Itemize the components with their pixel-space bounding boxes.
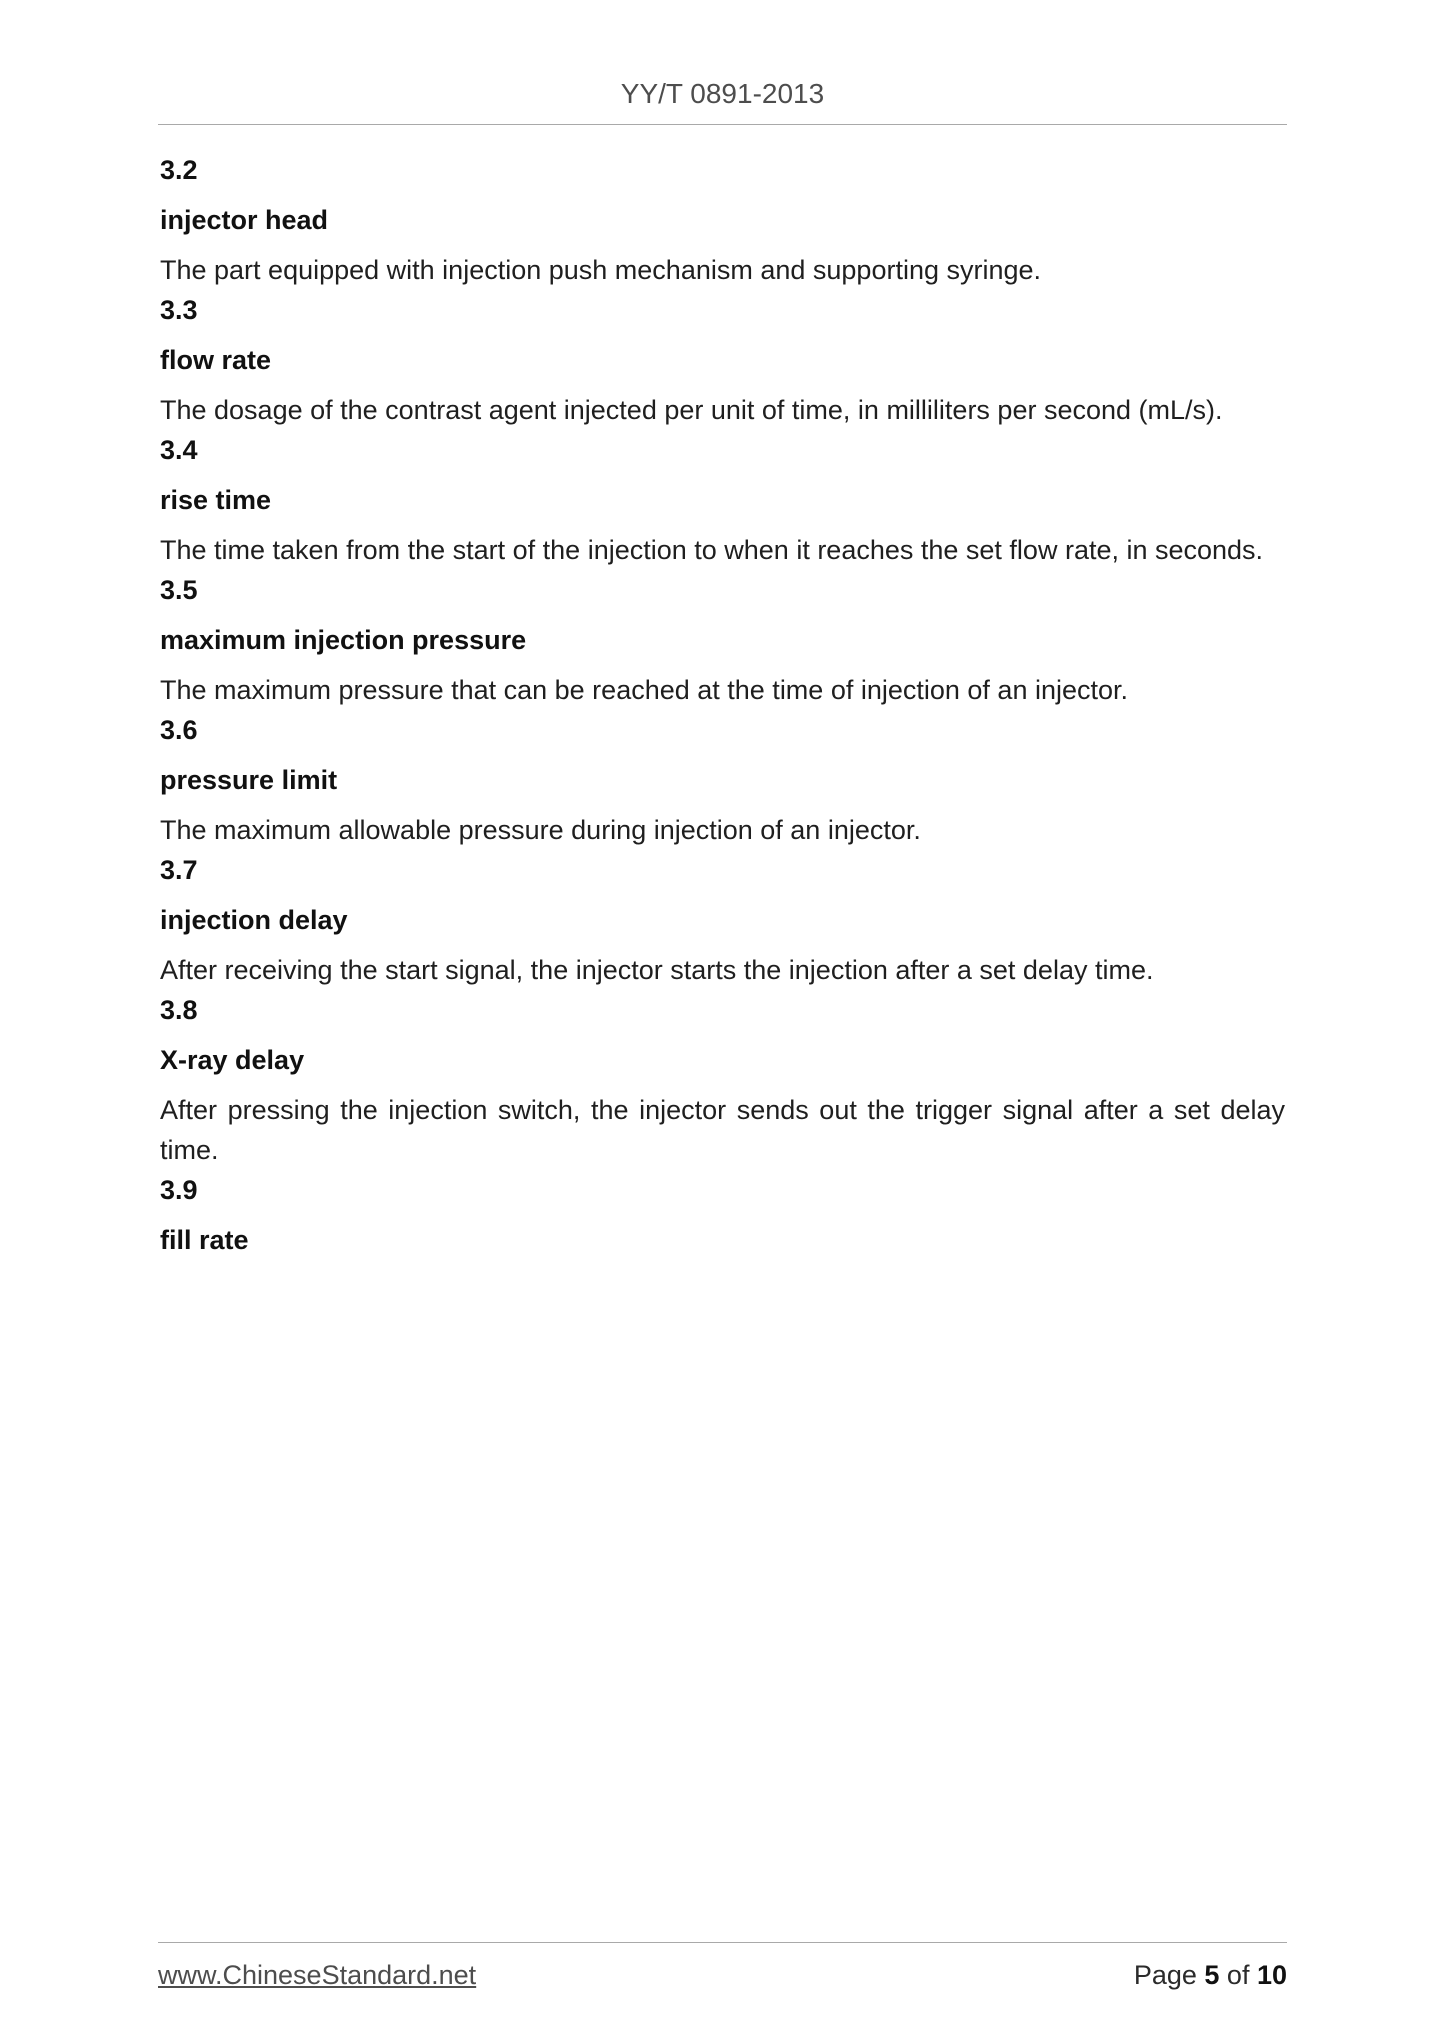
term-section-3-3 — [160, 290, 1285, 430]
page-header — [158, 78, 1287, 125]
site-link[interactable]: www.ChineseStandard.net — [158, 1960, 477, 1990]
term-section-3-7 — [160, 850, 1285, 990]
term-title: X-ray delay — [160, 1045, 305, 1075]
term-title: fill rate — [160, 1225, 249, 1255]
page-footer — [158, 1942, 1287, 1991]
term-section-3-8 — [160, 990, 1285, 1170]
term-section-3-6 — [160, 710, 1285, 850]
term-title: flow rate — [160, 345, 272, 375]
section-number: 3.4 — [160, 435, 198, 465]
term-definition: The maximum allowable pressure during injection of an injector. — [160, 815, 921, 845]
term-title: injector head — [160, 205, 329, 235]
term-section-3-9 — [160, 1170, 1285, 1260]
section-number: 3.8 — [160, 995, 198, 1025]
page-of-label: of — [1219, 1960, 1257, 1990]
term-title: maximum injection pressure — [160, 625, 527, 655]
page-indicator — [1134, 1959, 1287, 1991]
page-number-current: 5 — [1204, 1960, 1220, 1990]
term-title: injection delay — [160, 905, 348, 935]
term-definition: The maximum pressure that can be reached at the time of injection of an injector. — [160, 675, 1129, 705]
term-definition: The part equipped with injection push mechanism and supporting syringe. — [160, 255, 1042, 285]
term-section-3-5 — [160, 570, 1285, 710]
term-definition: The time taken from the start of the injection to when it reaches the set flow rate, in seconds. — [160, 535, 1264, 565]
term-title: pressure limit — [160, 765, 338, 795]
page-label: Page — [1133, 1960, 1205, 1990]
term-title: rise time — [160, 485, 272, 515]
term-section-3-4 — [160, 430, 1285, 570]
section-number: 3.5 — [160, 575, 198, 605]
section-number: 3.9 — [160, 1175, 198, 1205]
term-definition: After pressing the injection switch, the injector sends out the trigger signal after a set delay time. — [160, 1095, 1285, 1165]
definitions-list — [160, 150, 1285, 1270]
section-number: 3.3 — [160, 295, 198, 325]
section-number: 3.2 — [160, 155, 198, 185]
term-section-3-2 — [160, 150, 1285, 290]
page-number-total: 10 — [1256, 1960, 1287, 1990]
section-number: 3.7 — [160, 855, 198, 885]
term-definition: After receiving the start signal, the injector starts the injection after a set delay time. — [160, 955, 1154, 985]
section-number: 3.6 — [160, 715, 198, 745]
term-definition: The dosage of the contrast agent injected per unit of time, in milliliters per second (mL/s). — [160, 395, 1223, 425]
doc-number: YY/T 0891-2013 — [620, 78, 825, 109]
